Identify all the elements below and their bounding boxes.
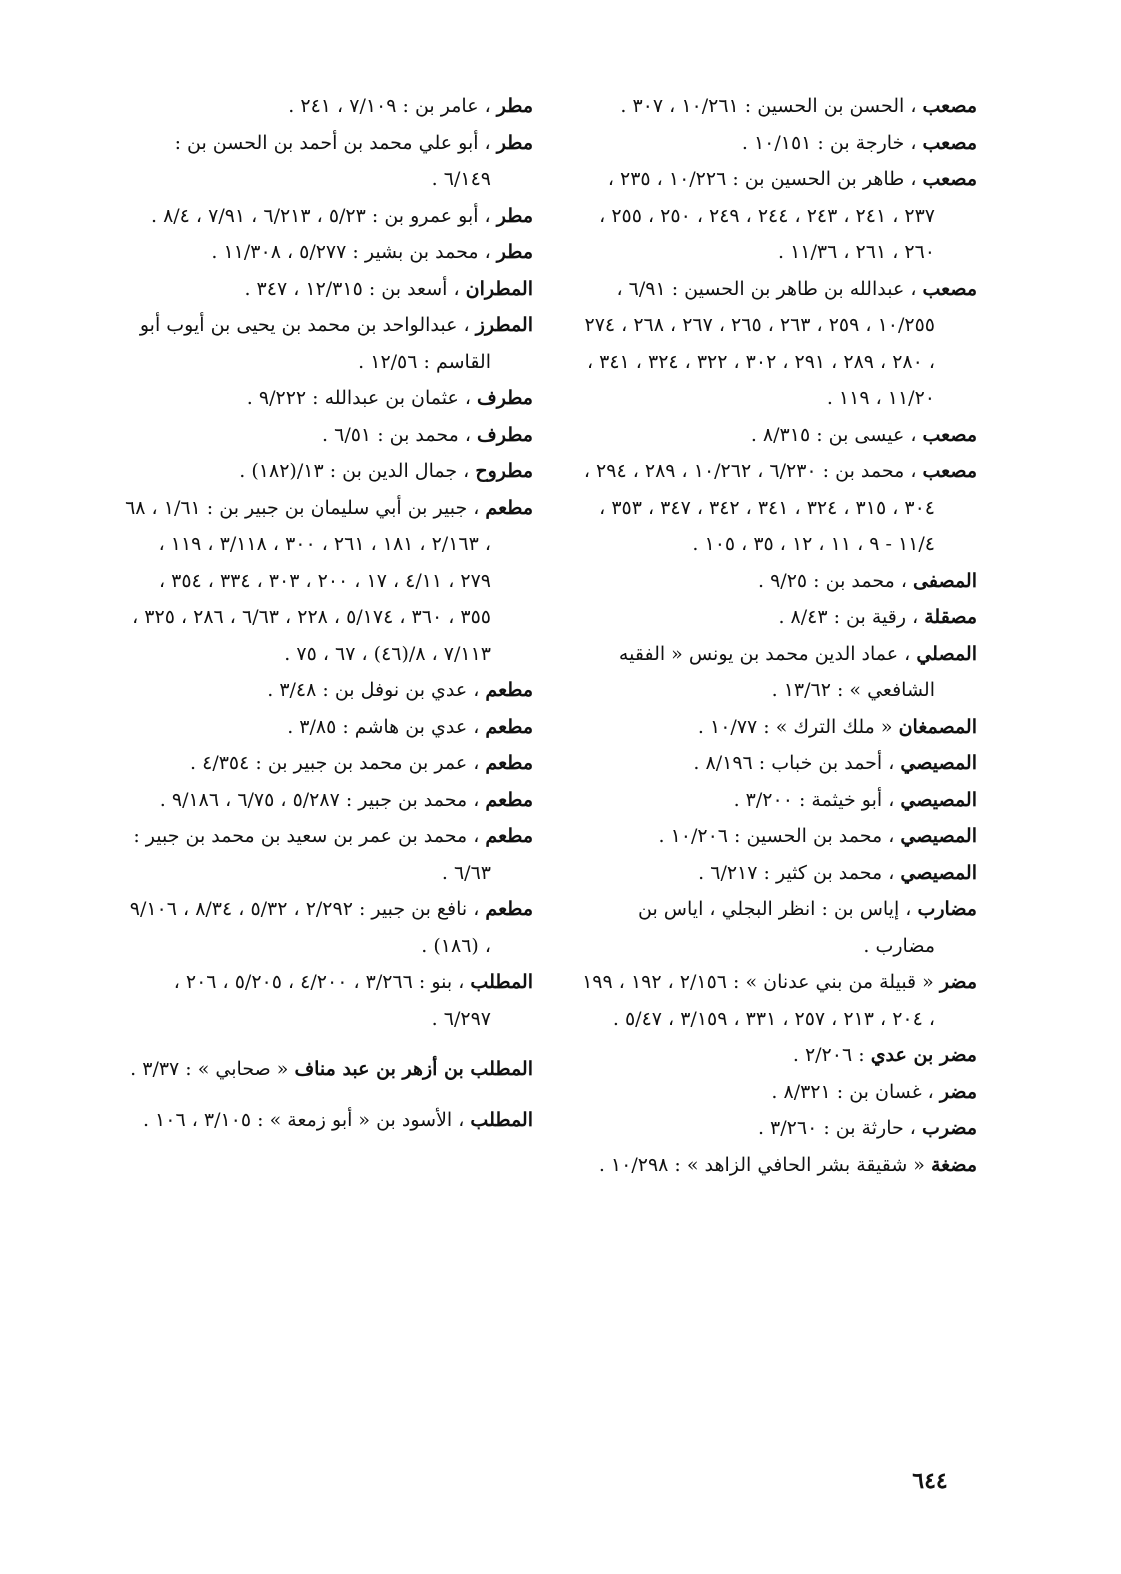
index-entry [125,198,533,235]
entry-references: ، الأسود بن « أبو زمعة » : ٣/١٠٥ ، ١٠٦ . [142,1108,465,1131]
entry-references: ، محمد بن كثير : ٦/٢١٧ . [698,861,895,884]
entry-references: « قبيلة من بني عدنان » : ٢/١٥٦ ، ١٩٢ ، ١٩٩ ، ٢٠٤ ، ٢١٣ ، ٢٥٧ ، ٣٣١ ، ٣/١٥٩ ، ٥/٤٧ . [582,971,935,1030]
index-entry [575,709,977,746]
entry-headword: المصفى [913,569,977,592]
index-entry [125,782,533,819]
entry-references: ، أبو عمرو بن : ٥/٢٣ ، ٦/٢١٣ ، ٧/٩١ ، ٨/٤ . [150,204,491,227]
entry-headword: مطرف [477,423,533,446]
entry-headword: مطروح [475,460,533,482]
index-entry [575,964,977,1037]
index-entry [125,891,533,964]
entry-headword: المصيصي [900,752,977,774]
entry-references: ، خارجة بن : ١٠/١٥١ . [741,131,917,154]
entry-references: ، غسان بن : ٨/٣٢١ . [771,1080,934,1103]
index-entry [575,161,977,271]
index-entry [575,636,977,709]
entry-references: ، محمد بن بشير : ٥/٢٧٧ ، ١١/٣٠٨ . [211,241,491,263]
index-entry [125,672,533,709]
entry-headword: مصعب [922,95,977,117]
entry-headword: مضر بن عدي [870,1044,977,1066]
entry-headword: مطعم [485,715,533,738]
entry-headword: المصيصي [900,861,977,884]
entry-references: « ملك الترك » : ١٠/٧٧ . [697,715,893,738]
entry-headword: مطر [496,204,533,227]
index-entry [575,1037,977,1074]
entry-references: ، جمال الدين بن : ١٣/(١٨٢) . [239,460,470,482]
entry-references: ، عمر بن محمد بن جبير بن : ٤/٣٥٤ . [190,752,480,774]
index-entry [575,271,977,417]
entry-references: ، نافع بن جبير : ٢/٢٩٢ ، ٥/٣٢ ، ٨/٣٤ ، ٩/١٠٦ ، (١٨٦) . [129,898,491,957]
entry-references: : ٢/٢٠٦ . [792,1044,865,1066]
index-entry [575,855,977,892]
entry-references: ، عماد الدين محمد بن يونس « الفقيه الشافعي » : ١٣/٦٢ . [618,642,935,701]
entry-headword: المطلب [470,971,533,993]
entry-headword: مطرف [477,387,533,409]
index-entry [575,453,977,563]
index-entry [575,818,977,855]
right-column [575,88,977,1183]
entry-headword: المطرز [475,314,533,336]
index-entry [125,818,533,891]
entry-references: ، محمد بن جبير : ٥/٢٨٧ ، ٦/٧٥ ، ٩/١٨٦ . [159,788,480,811]
entry-headword: مطعم [485,679,533,701]
index-entry [575,1110,977,1147]
entry-headword: المصمغان [898,715,977,738]
index-entry [575,891,977,964]
entry-references: ، محمد بن : ٦/٥١ . [322,423,471,446]
entry-headword: مصعب [922,168,977,190]
entry-headword: مضارب [917,898,977,920]
entry-headword: المطران [465,277,533,300]
index-entry [575,599,977,636]
entry-headword: المطلب [470,1108,533,1131]
entry-references: « صحابي » : ٣/٣٧ . [130,1058,289,1080]
page-number: ٦٤٤ [912,1468,948,1494]
index-entry [125,1102,533,1139]
index-entry [125,964,533,1037]
entry-references: ، جبير بن أبي سليمان بن جبير بن : ١/٦١ ، ٦٨ ، ٢/١٦٣ ، ١٨١ ، ٢٦١ ، ٣٠٠ ، ٣/١١٨ ، ١١٩ ، ٢٧٩ ، ٤/١١ ، ١٧ ، ٢٠٠ ، ٣٠٣ ، ٣٣٤ ، ٣٥٤ ، ٣٥٥ ، ٣٦٠ ، ٥/١٧٤ ، ٢٢٨ ، ٦/٦٣ ، ٢٨٦ ، ٣٢٥ ، ٧/١١٣ ، ٨/(٤٦) ، ٦٧ ، ٧٥ . [125,496,491,665]
index-entry [575,1147,977,1184]
entry-headword: مطعم [485,788,533,811]
entry-references: ، عبدالله بن طاهر بن الحسين : ٦/٩١ ، ١٠/٢٥٥ ، ٢٥٩ ، ٢٦٣ ، ٢٦٥ ، ٢٦٧ ، ٢٦٨ ، ٢٧٤ ، ٢٨٠ ، ٢٨٩ ، ٢٩١ ، ٣٠٢ ، ٣٢٢ ، ٣٢٤ ، ٣٤١ ، ١١/٢٠ ، ١١٩ . [584,277,935,409]
left-column [125,88,533,1138]
entry-references: ، حارثة بن : ٣/٢٦٠ . [757,1117,916,1139]
entry-references: « شقيقة بشر الحافي الزاهد » : ١٠/٢٩٨ . [598,1153,925,1176]
entry-headword: المصلي [916,642,977,665]
index-entry [125,417,533,454]
entry-references: ، عبدالواحد بن محمد بن يحيى بن أيوب أبو القاسم : ١٢/٥٦ . [139,314,491,373]
entry-headword: المطلب بن أزهر بن عبد مناف [294,1058,533,1080]
index-entry [125,490,533,673]
entry-headword: مطر [496,131,533,154]
entry-references: ، محمد بن : ٦/٢٣٠ ، ١٠/٢٦٢ ، ٢٨٩ ، ٢٩٤ ، ٣٠٤ ، ٣١٥ ، ٣٢٤ ، ٣٤١ ، ٣٤٢ ، ٣٤٧ ، ٣٥٣ ، ١١/٤ - ٩ ، ١١ ، ١٢ ، ٣٥ ، ١٠٥ . [583,460,935,555]
index-entry [575,782,977,819]
index-entry [125,453,533,490]
index-entry [575,125,977,162]
entry-references: ، طاهر بن الحسين بن : ١٠/٢٢٦ ، ٢٣٥ ، ٢٣٧ ، ٢٤١ ، ٢٤٣ ، ٢٤٤ ، ٢٤٩ ، ٢٥٠ ، ٢٥٥ ، ٢٦٠ ، ٢٦١ ، ١١/٣٦ . [599,168,935,263]
entry-headword: مصعب [922,423,977,446]
entry-references: ، محمد بن عمر بن سعيد بن محمد بن جبير : ٦/٦٣ . [133,825,491,884]
index-entry [575,417,977,454]
entry-headword: مطر [496,241,533,263]
index-entry [575,563,977,600]
entry-references: ، أحمد بن خباب : ٨/١٩٦ . [693,752,895,774]
entry-headword: مصعب [922,131,977,154]
entry-references: ، أبو خيثمة : ٣/٢٠٠ . [733,788,895,811]
entry-headword: مصعب [922,277,977,300]
index-entry [125,709,533,746]
index-entry [125,125,533,198]
entry-references: ، عيسى بن : ٨/٣١٥ . [750,423,917,446]
entry-headword: مطعم [485,825,533,847]
entry-references: ، محمد بن : ٩/٢٥ . [758,569,907,592]
entry-references: ، إياس بن : انظر البجلي ، اياس بن مضارب . [638,898,935,957]
entry-headword: مطعم [485,898,533,920]
entry-headword: مطعم [485,496,533,519]
entry-headword: مضغة [930,1153,977,1176]
entry-references: ، أسعد بن : ١٢/٣١٥ ، ٣٤٧ . [244,277,460,300]
entry-references: ، بنو : ٣/٢٦٦ ، ٤/٢٠٠ ، ٥/٢٠٥ ، ٢٠٦ ، ٦/٢٩٧ . [173,971,491,1030]
entry-references: ، رقية بن : ٨/٤٣ . [778,606,919,628]
entry-references: ، عثمان بن عبدالله : ٩/٢٢٢ . [246,387,471,409]
entry-references: ، عدي بن هاشم : ٣/٨٥ . [287,715,480,738]
entry-headword: المصيصي [900,825,977,847]
index-entry [125,745,533,782]
entry-headword: مطر [496,95,533,117]
index-entry [125,88,533,125]
index-entry [125,271,533,308]
entry-headword: مضر [939,971,977,993]
entry-headword: مصعب [922,460,977,482]
index-entry [575,745,977,782]
index-entry [125,1051,533,1088]
entry-references: ، عدي بن نوفل بن : ٣/٤٨ . [267,679,480,701]
index-entry [125,307,533,380]
entry-references: ، الحسن بن الحسين : ١٠/٢٦١ ، ٣٠٧ . [620,95,917,117]
index-entry [575,1074,977,1111]
entry-headword: مطعم [485,752,533,774]
entry-headword: مصقلة [924,606,977,628]
entry-headword: المصيصي [900,788,977,811]
entry-references: ، محمد بن الحسين : ١٠/٢٠٦ . [658,825,895,847]
entry-headword: مضر [939,1080,977,1103]
index-entry [125,234,533,271]
index-entry [125,380,533,417]
index-entry [575,88,977,125]
entry-headword: مضرب [921,1117,977,1139]
entry-references: ، أبو علي محمد بن أحمد بن الحسن بن : ٦/١٤٩ . [174,131,491,190]
entry-references: ، عامر بن : ٧/١٠٩ ، ٢٤١ . [288,95,491,117]
